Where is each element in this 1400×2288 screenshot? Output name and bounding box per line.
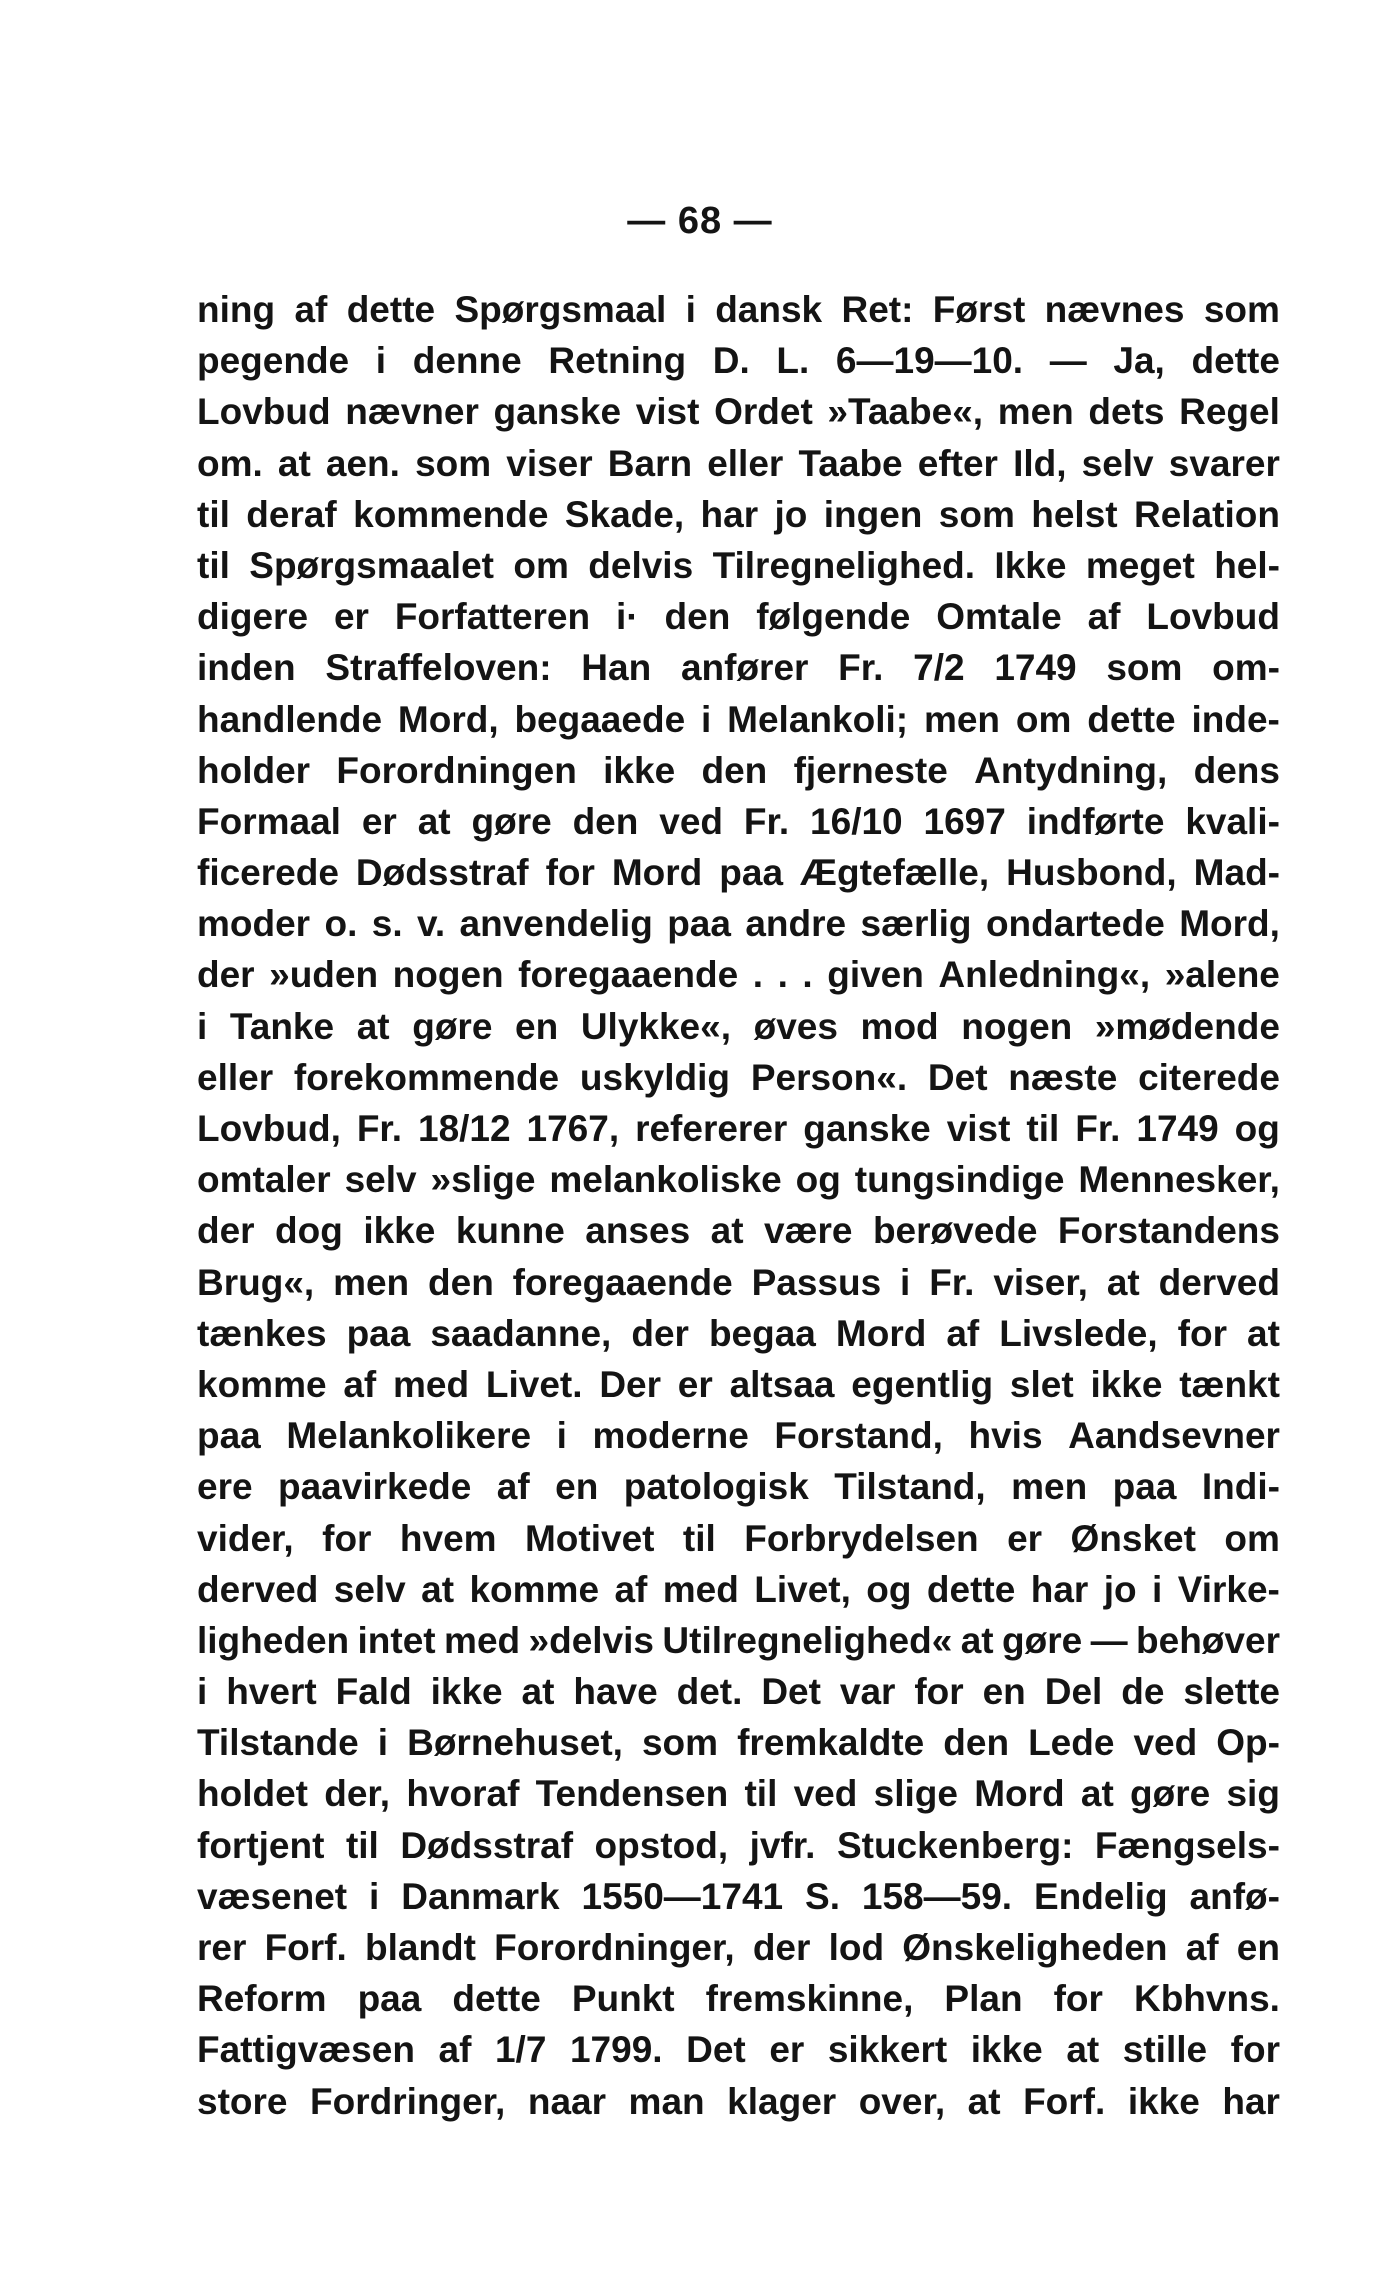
text-line: til Spørgsmaalet om delvis Tilregnelighed. Ikke meget hel- xyxy=(197,544,1280,586)
text-line: handlende Mord, begaaede i Melankoli; men om dette inde- xyxy=(197,698,1280,740)
text-line: der »uden nogen foregaaende . . . given Anledning«, »alene xyxy=(197,954,1280,996)
text-line: rer Forf. blandt Forordninger, der lod Ønskeligheden af en xyxy=(197,1927,1280,1968)
text-line: holder Forordningen ikke den fjerneste Antydning, dens xyxy=(197,749,1280,791)
text-line: ligheden intet med »delvis Utilregnelighed« at gøre — behøver xyxy=(197,1619,1280,1661)
text-line: omtaler selv »slige melankoliske og tungsindige Mennesker, xyxy=(197,1159,1280,1201)
text-line: Tilstande i Børnehuset, som fremkaldte den Lede ved Op- xyxy=(197,1722,1280,1764)
text-line: fortjent til Dødsstraf opstod, jvfr. Stuckenberg: Fængsels- xyxy=(197,1824,1280,1866)
text-line: eller forekommende uskyldig Person«. Det næste citerede xyxy=(197,1056,1280,1098)
text-line: Brug«, men den foregaaende Passus i Fr. viser, at derved xyxy=(197,1261,1280,1303)
text-line: Reform paa dette Punkt fremskinne, Plan for Kbhvns. xyxy=(197,1978,1280,2020)
text-line: vider, for hvem Motivet til Forbrydelsen er Ønsket om xyxy=(197,1517,1280,1559)
text-line: paa Melankolikere i moderne Forstand, hvis Aandsevner xyxy=(197,1415,1280,1457)
text-line: tænkes paa saadanne, der begaa Mord af Livslede, for at xyxy=(197,1312,1280,1354)
text-line: digere er Forfatteren i· den følgende Omtale af Lovbud xyxy=(197,596,1280,638)
text-line: til deraf kommende Skade, har jo ingen som helst Relation xyxy=(197,493,1280,535)
text-line: store Fordringer, naar man klager over, at Forf. ikke har xyxy=(197,2080,1280,2122)
page-number: — 68 — xyxy=(627,200,773,242)
text-line: Formaal er at gøre den ved Fr. 16/10 1697 indførte kvali- xyxy=(197,800,1280,842)
text-line: moder o. s. v. anvendelig paa andre særlig ondartede Mord, xyxy=(197,903,1280,945)
text-line: ning af dette Spørgsmaal i dansk Ret: Først nævnes som xyxy=(197,289,1280,330)
text-line: Fattigvæsen af 1/7 1799. Det er sikkert ikke at stille for xyxy=(197,2029,1280,2071)
text-line: væsenet i Danmark 1550—1741 S. 158—59. Endelig anfø- xyxy=(197,1875,1280,1917)
text-line: inden Straffeloven: Han anfører Fr. 7/2 1749 som om- xyxy=(197,647,1280,689)
text-line: derved selv at komme af med Livet, og dette har jo i Virke- xyxy=(197,1568,1280,1610)
text-line: Lovbud, Fr. 18/12 1767, refererer ganske vist til Fr. 1749 og xyxy=(197,1108,1280,1149)
text-line: i hvert Fald ikke at have det. Det var for en Del de slette xyxy=(197,1671,1280,1713)
text-line: ficerede Dødsstraf for Mord paa Ægtefælle, Husbond, Mad- xyxy=(197,852,1280,894)
body-text xyxy=(197,284,1280,2127)
text-line: ere paavirkede af en patologisk Tilstand, men paa Indi- xyxy=(197,1466,1280,1508)
text-line: om. at aen. som viser Barn eller Taabe efter Ild, selv svarer xyxy=(197,442,1280,484)
text-line: der dog ikke kunne anses at være berøvede Forstandens xyxy=(197,1210,1280,1252)
text-line: pegende i denne Retning D. L. 6—19—10. — Ja, dette xyxy=(197,340,1280,382)
text-line: Lovbud nævner ganske vist Ordet »Taabe«, men dets Regel xyxy=(197,391,1280,433)
text-line: holdet der, hvoraf Tendensen til ved slige Mord at gøre sig xyxy=(197,1773,1280,1815)
text-line: i Tanke at gøre en Ulykke«, øves mod nogen »mødende xyxy=(197,1005,1280,1047)
text-line: komme af med Livet. Der er altsaa egentlig slet ikke tænkt xyxy=(197,1363,1280,1405)
